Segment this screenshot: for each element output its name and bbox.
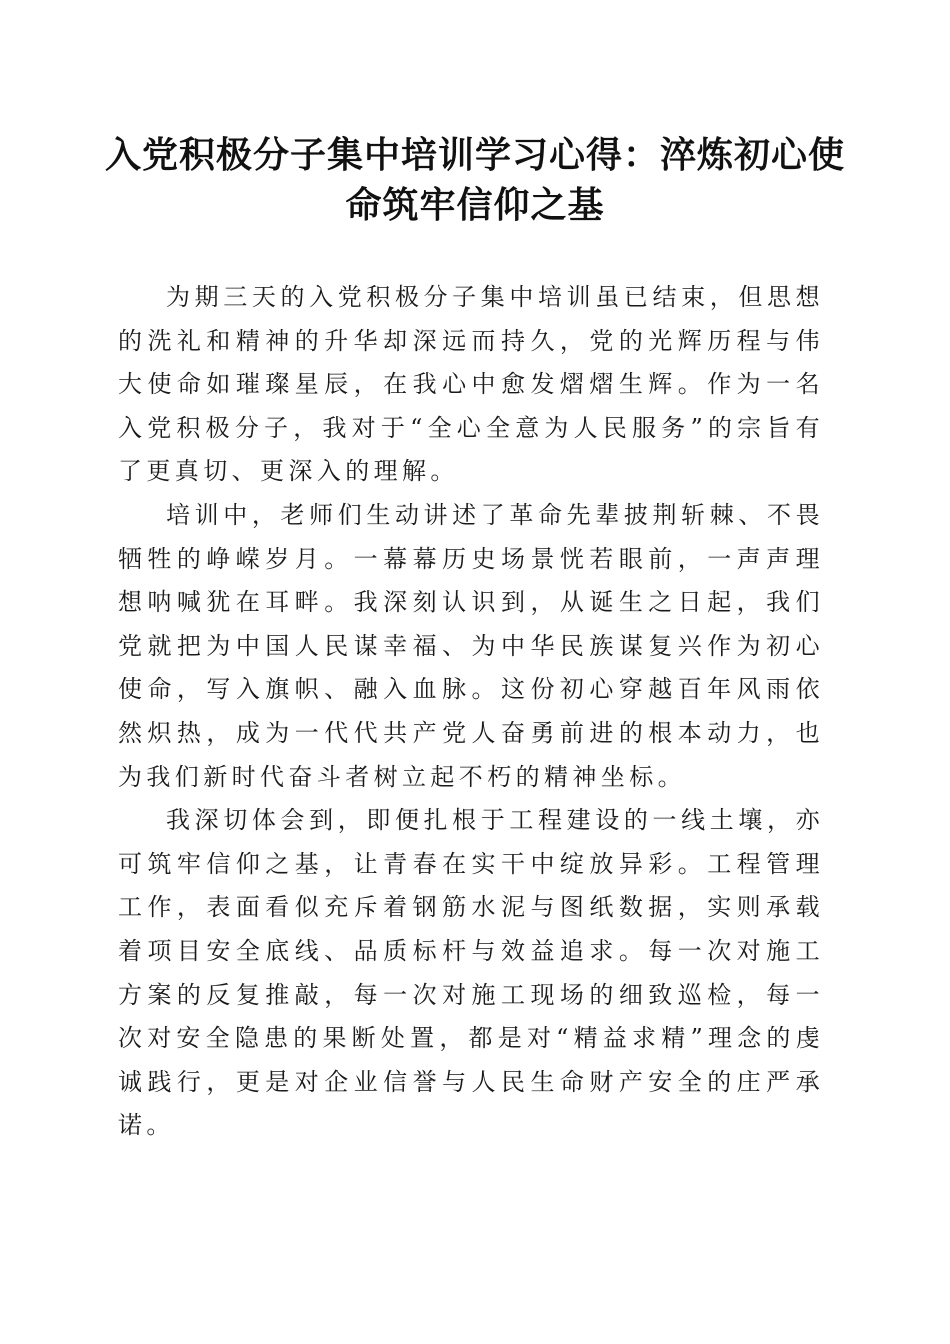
document-body: [118, 276, 824, 1148]
document-title-line-1: 入党积极分子集中培训学习心得：淬炼初心使: [104, 134, 845, 176]
paragraph-2: 培训中，老师们生动讲述了革命先辈披荆斩棘、不畏牺牲的峥嵘岁月。一幕幕历史场景恍若眼前，一声声理想呐喊犹在耳畔。我深刻认识到，从诞生之日起，我们党就把为中国人民谋幸福、为中华民族谋复兴作为初心使命，写入旗帜、融入血脉。这份初心穿越百年风雨依然炽热，成为一代代共产党人奋勇前进的根本动力，也为我们新时代奋斗者树立起不朽的精神坐标。: [118, 500, 824, 791]
paragraph-1: 为期三天的入党积极分子集中培训虽已结束，但思想的洗礼和精神的升华却深远而持久，党的光辉历程与伟大使命如璀璨星辰，在我心中愈发熠熠生辉。作为一名入党积极分子，我对于“全心全意为人民服务”的宗旨有了更真切、更深入的理解。: [118, 283, 824, 486]
document-title-line-2: 命筑牢信仰之基: [345, 184, 605, 226]
document-title: [100, 130, 850, 230]
paragraph-3: 我深切体会到，即便扎根于工程建设的一线土壤，亦可筑牢信仰之基，让青春在实干中绽放异彩。工程管理工作，表面看似充斥着钢筋水泥与图纸数据，实则承载着项目安全底线、品质标杆与效益追求。每一次对施工方案的反复推敲，每一次对施工现场的细致巡检，每一次对安全隐患的果断处置，都是对“精益求精”理念的虔诚践行，更是对企业信誉与人民生命财产安全的庄严承诺。: [118, 806, 824, 1140]
